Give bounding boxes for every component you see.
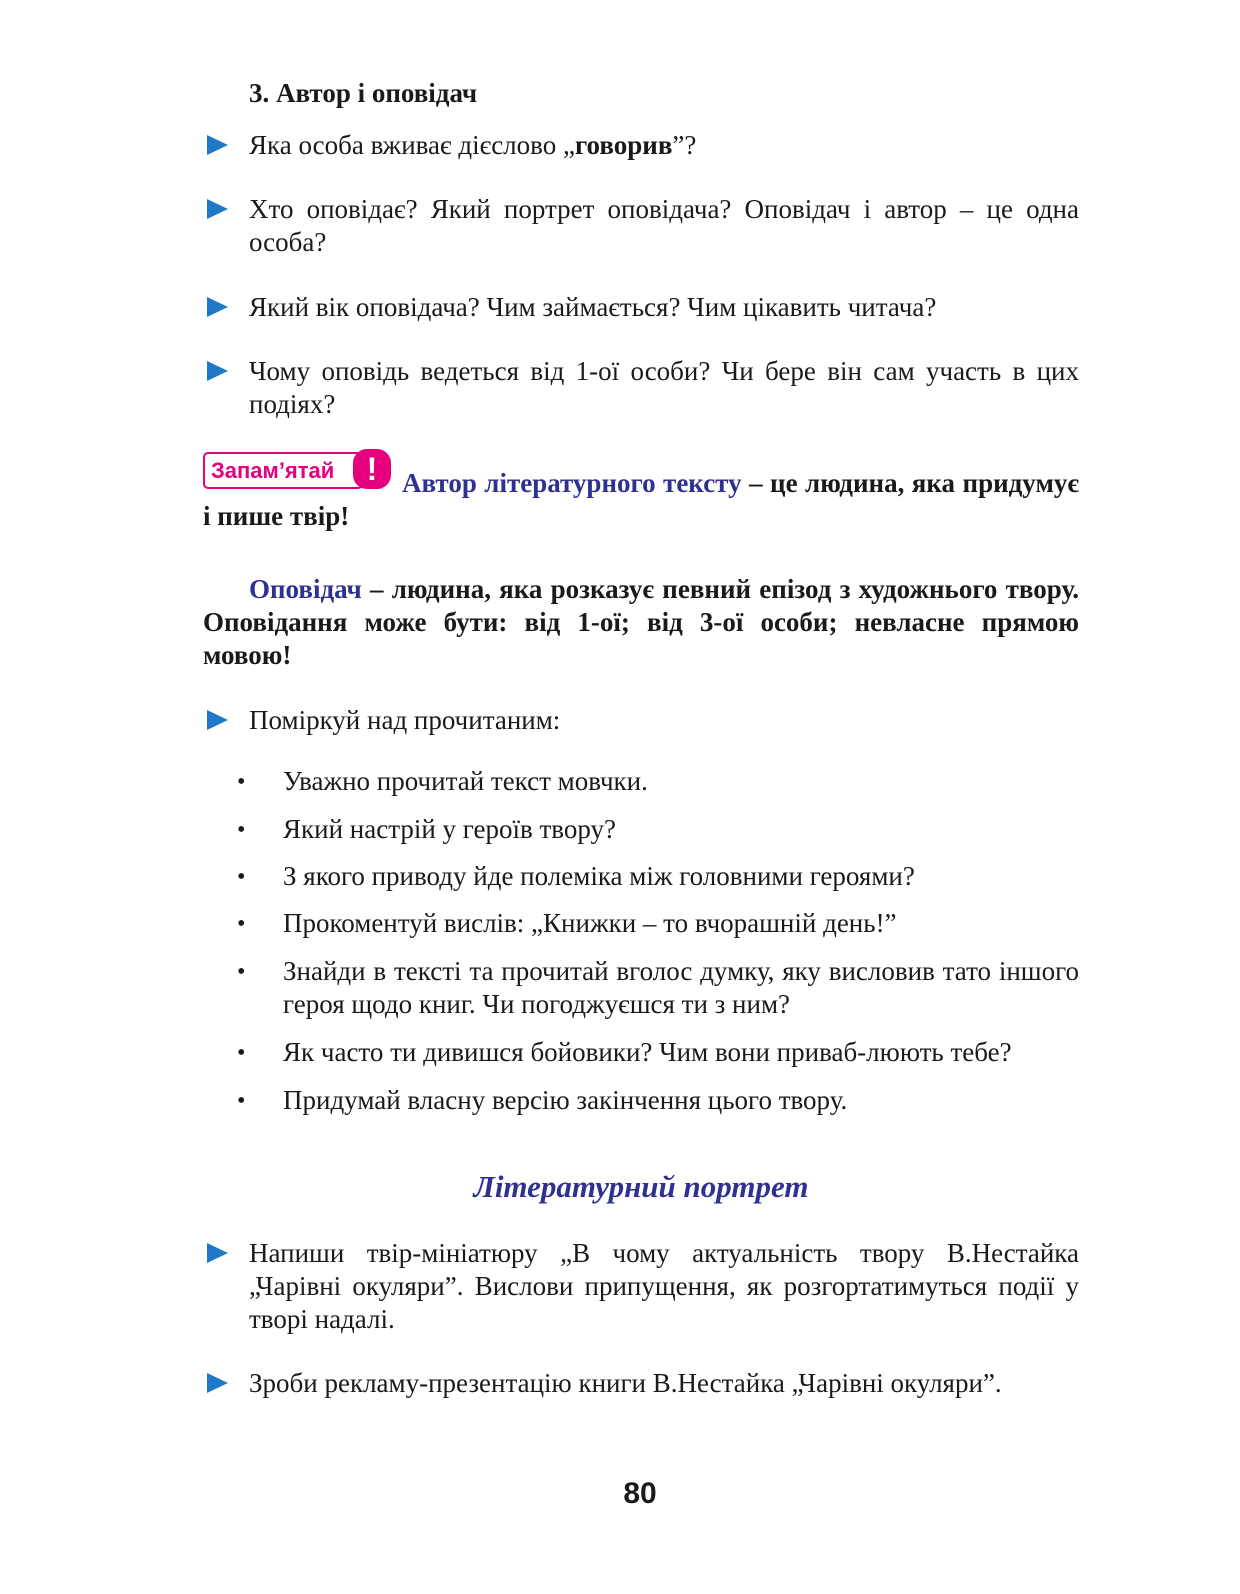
reflect-item: Знайди в тексті та прочитай вголос думку, яку висловив тато іншого героя щодо книг. Чи погоджуєшся ти з ним? xyxy=(283,956,1079,1019)
reflect-item: Як часто ти дивишся бойовики? Чим вони приваб-люють тебе? xyxy=(283,1037,1012,1067)
dot-bullet-icon: • xyxy=(237,911,246,937)
dot-bullet-icon: • xyxy=(237,817,246,843)
reflect-item: Прокоментуй вислів: „Книжки – то вчорашній день!” xyxy=(283,908,897,938)
arrow-bullet-icon xyxy=(207,135,228,155)
narrator-definition xyxy=(203,573,1079,672)
question-1-text-b: ”? xyxy=(672,130,697,160)
reflect-item: Уважно прочитай текст мовчки. xyxy=(283,766,648,796)
dot-bullet-icon: • xyxy=(237,864,246,890)
arrow-bullet-icon xyxy=(207,1243,228,1263)
narrator-term: Оповідач xyxy=(249,574,362,604)
reflect-item: З якого приводу йде полеміка між головними героями? xyxy=(283,861,915,891)
task-2: Зроби рекламу-презентацію книги В.Нестайка „Чарівні окуляри”. xyxy=(249,1368,1002,1398)
question-4: Чому оповідь ведеться від 1-ої особи? Чи бере він сам участь в цих подіях? xyxy=(249,356,1079,419)
reflect-item: Придумай власну версію закінчення цього твору. xyxy=(283,1085,848,1115)
arrow-bullet-icon xyxy=(207,710,228,730)
reflect-item: Який настрій у героїв твору? xyxy=(283,814,616,844)
arrow-bullet-icon xyxy=(207,1373,228,1393)
question-2: Хто оповідає? Який портрет оповідача? Оповідач і автор – це одна особа? xyxy=(249,194,1079,257)
arrow-bullet-icon xyxy=(207,361,228,381)
author-term: Автор літературного тексту xyxy=(402,468,742,498)
page-number: 80 xyxy=(623,1477,657,1510)
arrow-bullet-icon xyxy=(207,297,228,317)
remember-badge-label: Запам’ятай xyxy=(211,458,335,483)
question-1 xyxy=(249,129,1079,162)
author-def-text: – це людина, яка придумує і пише твір! xyxy=(203,468,1080,531)
section-heading: 3. Автор і оповідач xyxy=(249,78,478,108)
question-1-text-a: Яка особа вживає дієслово „ xyxy=(249,130,575,160)
narrator-def-text: – людина, яка розказує певний епізод з художнього твору. Оповідання може бути: від 1-ої; від 3-ої особи; невласне прямою мовою! xyxy=(203,574,1079,670)
reflect-prompt: Поміркуй над прочитаним: xyxy=(249,705,561,735)
author-definition xyxy=(203,467,1079,533)
exclamation-icon: ! xyxy=(353,449,391,489)
question-1-bold-verb: говорив xyxy=(574,130,673,160)
dot-bullet-icon: • xyxy=(237,1040,246,1066)
dot-bullet-icon: • xyxy=(237,959,246,985)
dot-bullet-icon: • xyxy=(237,769,246,795)
portrait-title: Літературний портрет xyxy=(473,1169,809,1204)
question-3: Який вік оповідача? Чим займається? Чим цікавить читача? xyxy=(249,292,937,322)
dot-bullet-icon: • xyxy=(237,1088,246,1114)
task-1: Напиши твір-мініатюру „В чому актуальність твору В.Нестайка „Чарівні окуляри”. Вислови припущення, як розгортатимуться події у творі надалі. xyxy=(249,1238,1079,1334)
arrow-bullet-icon xyxy=(207,199,228,219)
